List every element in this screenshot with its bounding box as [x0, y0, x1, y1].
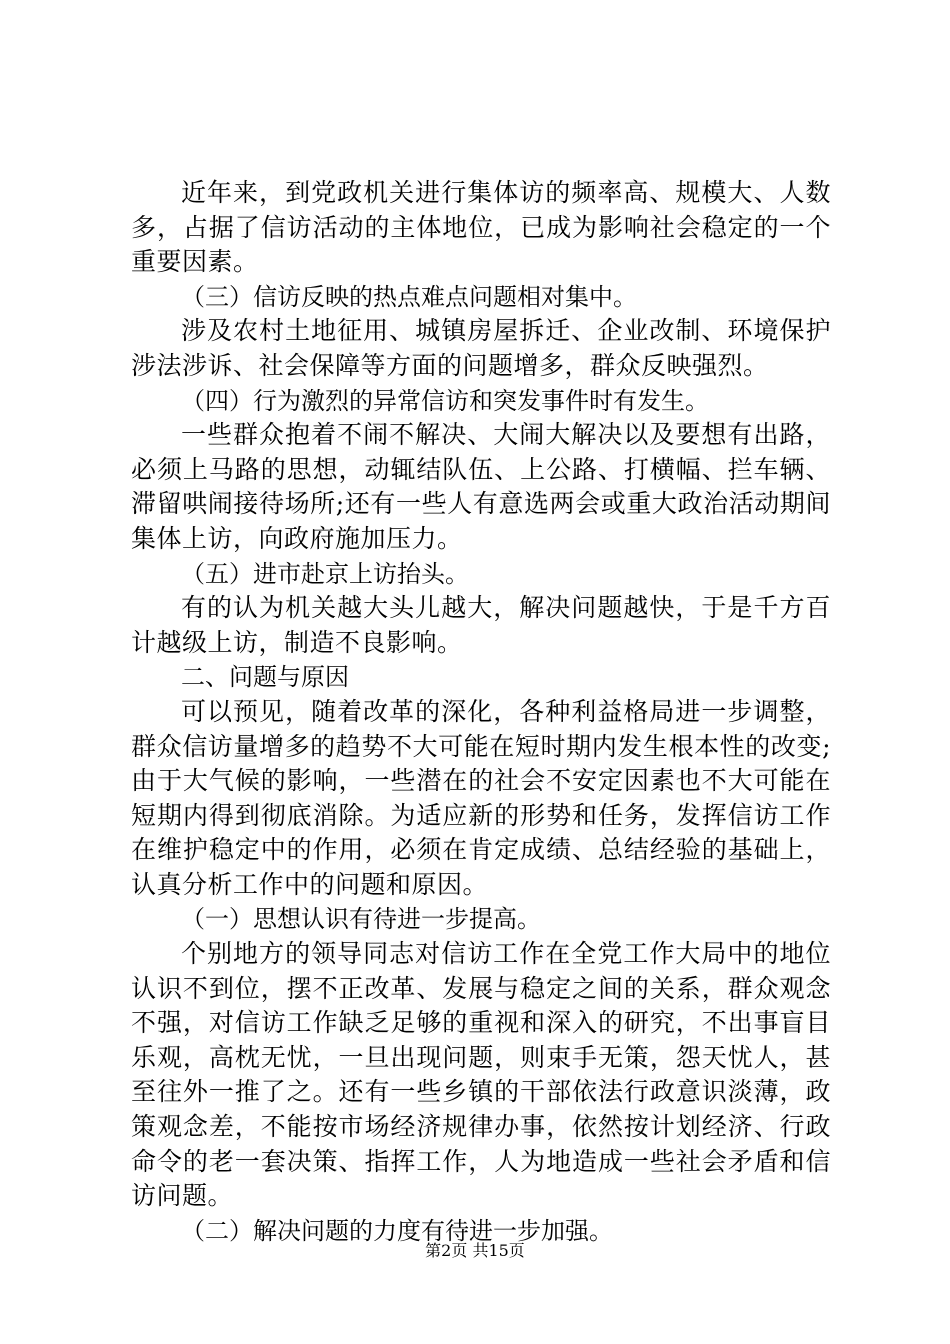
section-heading: （三）信访反映的热点难点问题相对集中。: [181, 282, 637, 311]
paragraph: 个别地方的领导同志对信访工作在全党工作大局中的地位认识不到位，摆不正改革、发展与稳定之间的关系，群众观念不强，对信访工作缺乏足够的重视和深入的研究，不出事盲目乐观，高枕无忧，一旦出现问题，则束手无策，怨天忧人，甚至往外一推了之。还有一些乡镇的干部依法行政意识淡薄，政策观念差，不能按市场经济规律办事，依然按计划经济、行政命令的老一套决策、指挥工作，人为地造成一些社会矛盾和信访问题。: [131, 939, 831, 1211]
document-body: [131, 176, 831, 1248]
section-heading: 二、问题与原因: [181, 663, 349, 692]
page-number-footer: 第2页 共15页: [425, 1241, 525, 1260]
paragraph: 近年来，到党政机关进行集体访的频率高、规模大、人数多，占据了信访活动的主体地位，已成为影响社会稳定的一个重要因素。: [131, 178, 831, 277]
section-heading: （四）行为激烈的异常信访和突发事件时有发生。: [181, 386, 709, 415]
paragraph: 有的认为机关越大头儿越大，解决问题越快，于是千方百计越级上访，制造不良影响。: [131, 593, 831, 657]
paragraph: 涉及农村土地征用、城镇房屋拆迁、企业改制、环境保护涉法涉诉、社会保障等方面的问题增多，群众反映强烈。: [131, 316, 831, 380]
paragraph: 一些群众抱着不闹不解决、大闹大解决以及要想有出路，必须上马路的思想，动辄结队伍、上公路、打横幅、拦车辆、滞留哄闹接待场所;还有一些人有意选两会或重大政治活动期间集体上访，向政府施加压力。: [131, 420, 831, 553]
section-heading: （一）思想认识有待进一步提高。: [181, 905, 541, 934]
section-heading: （二）解决问题的力度有待进一步加强。: [181, 1216, 613, 1245]
section-heading: （五）进市赴京上访抬头。: [181, 559, 469, 588]
paragraph: 可以预见，随着改革的深化，各种利益格局进一步调整，群众信访量增多的趋势不大可能在短时期内发生根本性的改变;由于大气候的影响，一些潜在的社会不安定因素也不大可能在短期内得到彻底消除。为适应新的形势和任务，发挥信访工作在维护稳定中的作用，必须在肯定成绩、总结经验的基础上，认真分析工作中的问题和原因。: [131, 696, 831, 899]
